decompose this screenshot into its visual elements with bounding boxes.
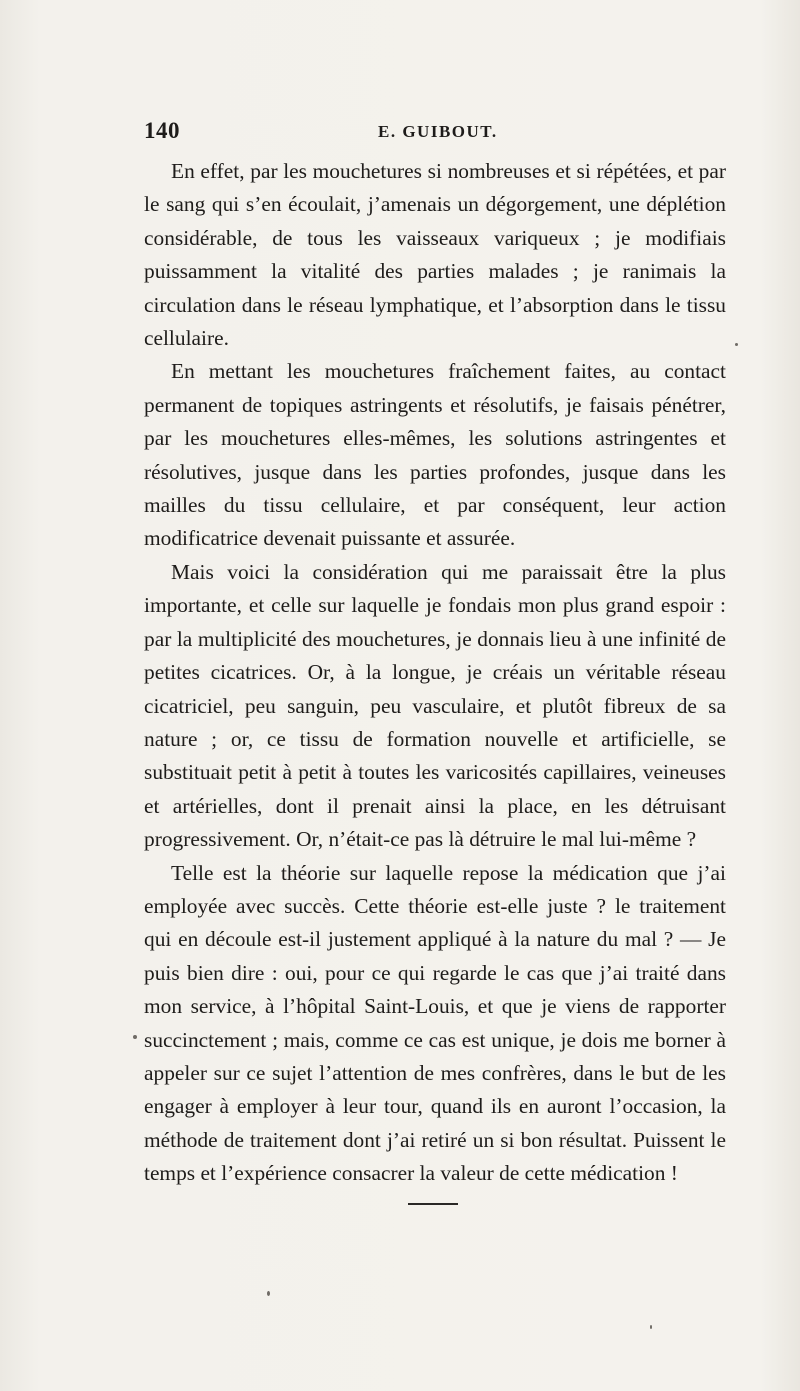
paragraph-2: En mettant les mouchetures fraîchement faites, au contact permanent de topiques astringents et résolutifs, je faisais pénétrer, par les mouchetures elles-mêmes, les solutions astringentes et résolutives, jusque dans les parties profondes, jusque dans les mailles du tissu cellulaire, et par conséquent, leur action modificatrice devenait puissante et assurée.	[144, 359, 726, 551]
end-rule	[408, 1203, 458, 1205]
print-speck	[133, 1035, 137, 1039]
page-header	[144, 118, 726, 150]
paragraph-1: En effet, par les mouchetures si nombreuses et si répétées, et par le sang qui s’en écoulait, j’amenais un dégorgement, une déplétion considérable, de tous les vaisseaux variqueux ; je modifiais puissamment la vitalité des parties malades ; je ranimais la circulation dans le réseau lymphatique, et l’absorption dans le tissu cellulaire.	[144, 159, 726, 351]
print-speck	[650, 1325, 652, 1329]
body-text	[144, 155, 726, 1191]
paragraph-4: Telle est la théorie sur laquelle repose la médication que j’ai employée avec succès. Cette théorie est-elle juste ? le traitement qui en découle est-il justement appliqué à la nature du mal ? — Je puis bien dire : oui, pour ce qui regarde le cas que j’ai traité dans mon service, à l’hôpital Saint-Louis, et que je viens de rapporter succinctement ; mais, comme ce cas est unique, je dois me borner à appeler sur ce sujet l’attention de mes confrères, dans le but de les engager à employer à leur tour, quand ils en auront l’occasion, la méthode de traitement dont j’ai retiré un si bon résultat. Puissent le temps et l’expérience consacrer la valeur de cette médication !	[144, 860, 726, 1186]
print-speck	[735, 343, 738, 346]
paragraph-3: Mais voici la considération qui me paraissait être la plus importante, et celle sur laquelle je fondais mon plus grand espoir : par la multiplicité des mouchetures, je donnais lieu à une infinité de petites cicatrices. Or, à la longue, je créais un véritable réseau cicatriciel, peu sanguin, peu vasculaire, et plutôt fibreux de sa nature ; or, ce tissu de formation nouvelle et artificielle, se substituait petit à petit à toutes les varicosités capillaires, veineuses et artérielles, dont il prenait ainsi la place, en les détruisant progressivement. Or, n’était-ce pas là détruire le mal lui-même ?	[144, 559, 726, 852]
running-title: E. GUIBOUT.	[378, 122, 498, 141]
print-speck	[267, 1291, 270, 1296]
page-number: 140	[144, 118, 180, 143]
